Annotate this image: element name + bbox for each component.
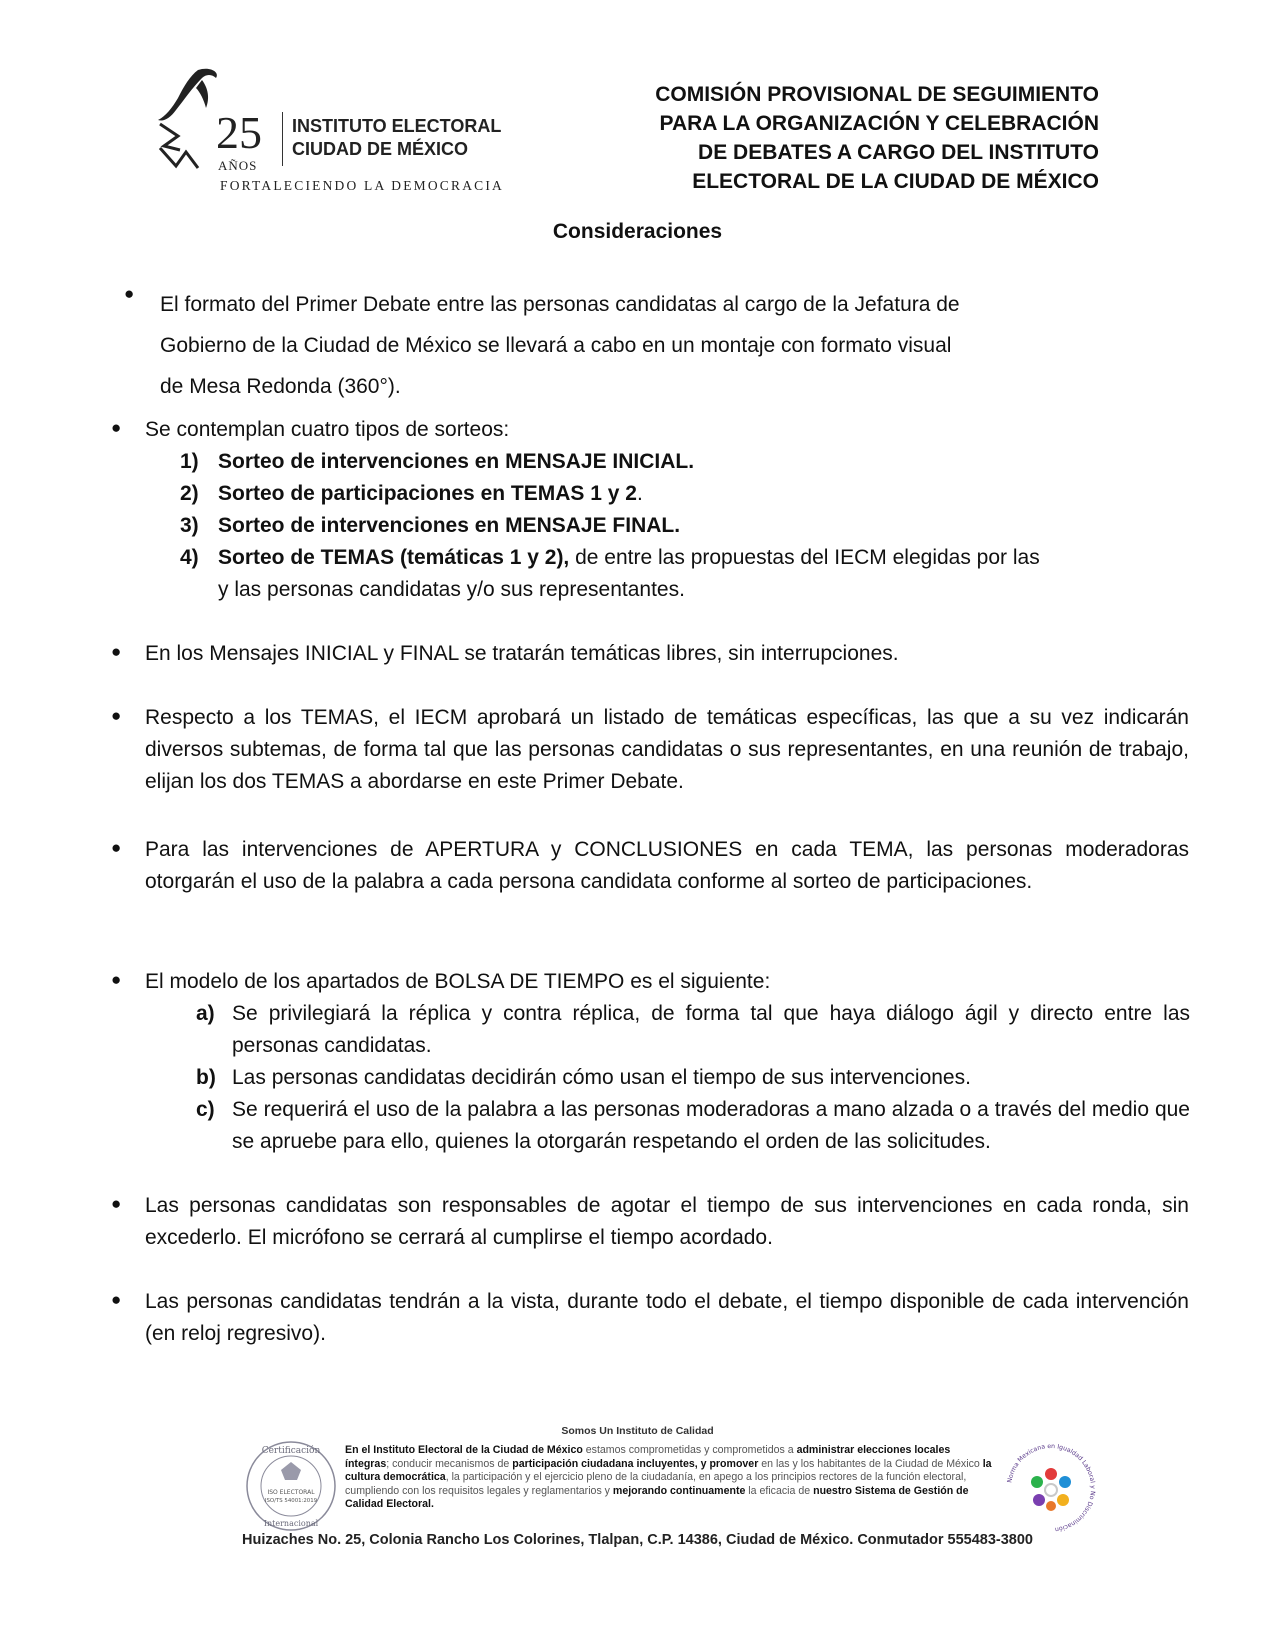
svg-text:Certificación: Certificación xyxy=(261,1446,321,1456)
section-title: Consideraciones xyxy=(552,220,723,243)
bullet-1-line: El formato del Primer Debate entre las personas candidatas al cargo de la Jefatura de xyxy=(160,293,960,316)
footer-title: Somos Un Instituto de Calidad xyxy=(561,1425,714,1437)
bullet-6: El modelo de los apartados de BOLSA DE TIEMPO es el siguiente: xyxy=(145,970,771,993)
bullet-1 xyxy=(160,284,1120,407)
header-title-line: ELECTORAL DE LA CIUDAD DE MÉXICO xyxy=(692,170,1099,193)
bullet-marker: ● xyxy=(111,418,122,437)
svg-text:ISO/TS 54001:2019: ISO/TS 54001:2019 xyxy=(264,1498,318,1504)
certification-seal-icon xyxy=(245,1440,337,1532)
header-title xyxy=(655,80,1099,196)
logo-institute-line1: INSTITUTO ELECTORAL xyxy=(292,116,502,136)
bullet-1-line: de Mesa Redonda (360°). xyxy=(160,375,401,398)
logo-tagline: FORTALECIENDO LA DEMOCRACIA xyxy=(220,178,505,193)
bullet-4: Respecto a los TEMAS, el IECM aprobará un listado de temáticas específicas, las que a su vez indicarán diversos subtemas, de forma tal que las personas candidatas o sus representantes, en una reunión de trabajo, elijan los dos TEMAS a abordarse en este Primer Debate. xyxy=(145,706,1189,793)
logo-institute-line2: CIUDAD DE MÉXICO xyxy=(292,139,469,159)
bullet-3: En los Mensajes INICIAL y FINAL se tratarán temáticas libres, sin interrupciones. xyxy=(145,642,899,665)
bullet-7: Las personas candidatas son responsables de agotar el tiempo de sus intervenciones en cada ronda, sin excederlo. El micrófono se cerrará al cumplirse el tiempo acordado. xyxy=(145,1194,1189,1249)
footer-address: Huizaches No. 25, Colonia Rancho Los Colorines, Tlalpan, C.P. 14386, Ciudad de México. Conmutador 555483-3800 xyxy=(241,1532,1033,1548)
bullet-marker: ● xyxy=(111,970,122,989)
header-title-line: PARA LA ORGANIZACIÓN Y CELEBRACIÓN xyxy=(659,112,1099,135)
quality-statement: En el Instituto Electoral de la Ciudad de México estamos comprometidas y comprometidos a administrar elecciones locales íntegras; conducir mecanismos de participación ciudadana incluyentes, y promover en las y los habitantes de la Ciudad de México la cultura democrática, la participación y el ejercicio pleno de la ciudadanía, en apego a los principios rectores de la función electoral, cumpliendo con los requisitos legales y reglamentarios y mejorando continuamente la eficacia de nuestro Sistema de Gestión de Calidad Electoral. xyxy=(345,1444,992,1511)
svg-text:Norma Mexicana en Igualdad Lab: Norma Mexicana en Igualdad Laboral y No Discriminación xyxy=(1006,1442,1097,1533)
bullet-2: Se contemplan cuatro tipos de sorteos: xyxy=(145,418,510,441)
bullet-marker: ● xyxy=(111,1194,122,1213)
bullet-5: Para las intervenciones de APERTURA y CONCLUSIONES en cada TEMA, las personas moderadoras otorgarán el uso de la palabra a cada persona candidata conforme al sorteo de participaciones. xyxy=(145,838,1189,893)
svg-text:ISO ELECTORAL: ISO ELECTORAL xyxy=(267,1489,315,1496)
bullet-8: Las personas candidatas tendrán a la vista, durante todo el debate, el tiempo disponible de cada intervención (en reloj regresivo). xyxy=(145,1290,1189,1345)
header-title-line: COMISIÓN PROVISIONAL DE SEGUIMIENTO xyxy=(655,83,1099,106)
bullet-marker: ● xyxy=(111,1290,122,1309)
bullet-marker: ● xyxy=(111,838,122,857)
bullet-marker: ● xyxy=(111,642,122,661)
bullet-marker: ● xyxy=(124,284,135,303)
svg-text:Internacional: Internacional xyxy=(263,1519,319,1528)
logo-divider xyxy=(282,112,283,166)
bullet-1-line: Gobierno de la Ciudad de México se llevará a cabo en un montaje con formato visual xyxy=(160,334,952,357)
logo-anos-label: AÑOS xyxy=(218,158,258,173)
institute-logo xyxy=(158,66,518,196)
header-title-line: DE DEBATES A CARGO DEL INSTITUTO xyxy=(698,141,1099,164)
logo-anniversary-number: 25 xyxy=(216,107,262,158)
equality-norm-seal-icon xyxy=(1003,1440,1099,1536)
bullet-marker: ● xyxy=(111,706,122,725)
